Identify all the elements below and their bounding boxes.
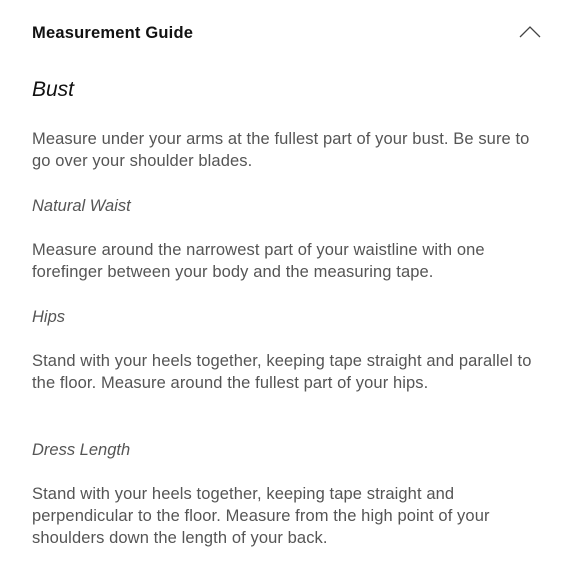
section-heading-bust: Bust xyxy=(32,78,75,101)
section-heading-hips: Hips xyxy=(32,308,66,326)
section-text-natural-waist: Measure around the narrowest part of your waistline with one forefinger between your body and the measuring tape. xyxy=(32,241,485,281)
section-text-dress-length: Stand with your heels together, keeping tape straight and perpendicular to the floor. Measure from the high point of your shoulders down the length of your back. xyxy=(32,485,490,547)
section-text-bust: Measure under your arms at the fullest part of your bust. Be sure to go over your shoulder blades. xyxy=(32,130,530,170)
accordion-header[interactable] xyxy=(32,22,552,48)
section-heading-dress-length: Dress Length xyxy=(32,441,131,459)
chevron-up-icon[interactable] xyxy=(518,24,542,40)
accordion-title: Measurement Guide xyxy=(32,24,194,42)
section-heading-natural-waist: Natural Waist xyxy=(32,197,131,215)
section-text-hips: Stand with your heels together, keeping tape straight and parallel to the floor. Measure around the fullest part of your hips. xyxy=(32,352,532,392)
